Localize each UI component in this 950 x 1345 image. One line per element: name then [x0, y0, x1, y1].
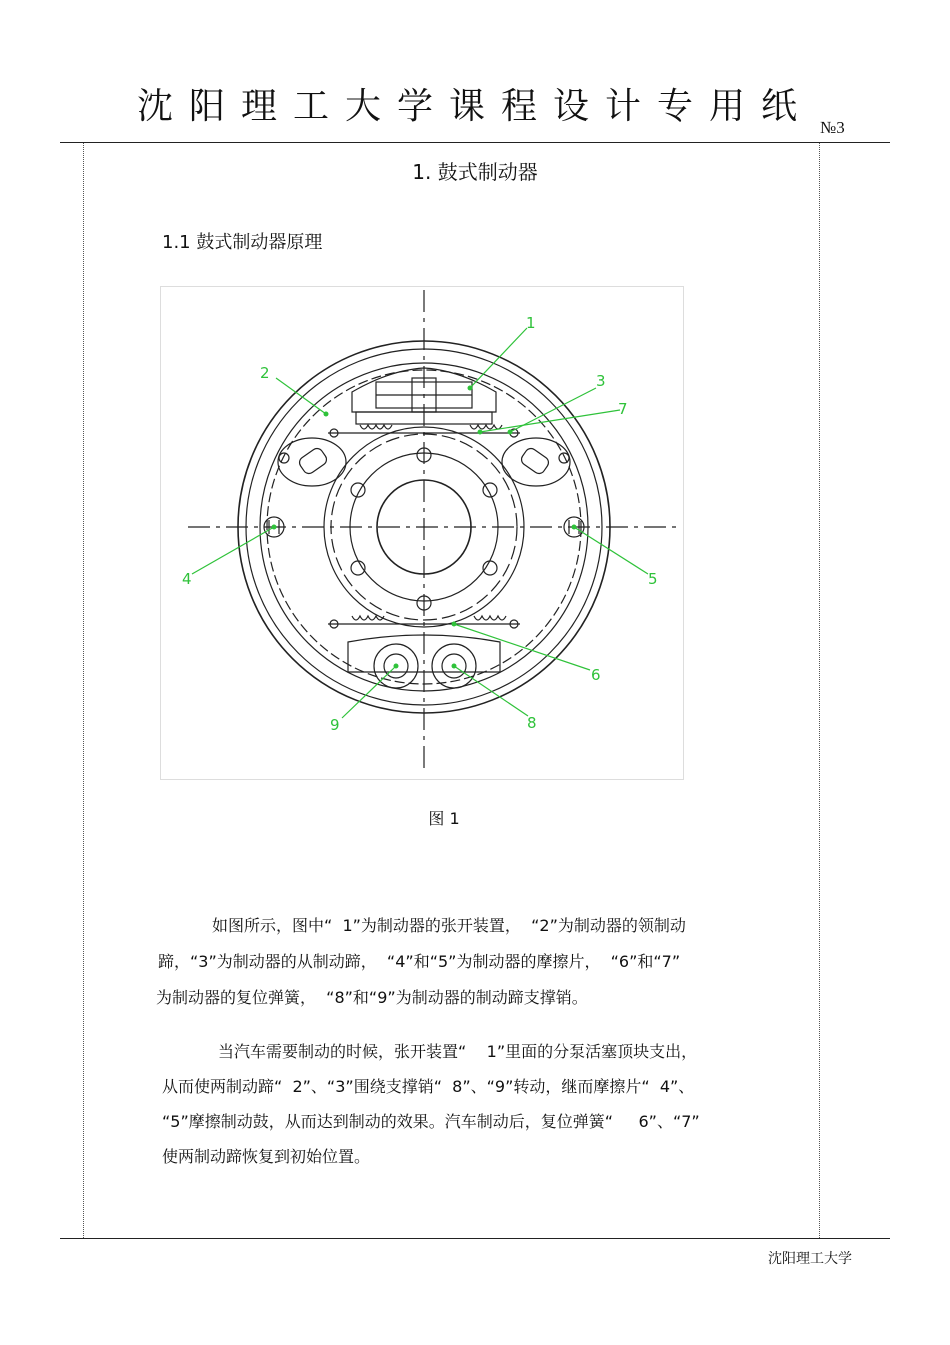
paragraph-2-line-2: 从而使两制动蹄“ 2”、“3”围绕支撑销“ 8”、“9”转动，继而摩擦片“ 4”、: [162, 1077, 695, 1096]
page-header-title: 沈阳理工大学课程设计专用纸: [136, 86, 813, 127]
paragraph-2-line-1: 当汽车需要制动的时候，张开装置“ 1”里面的分泵活塞顶块支出，: [218, 1042, 698, 1061]
footer-university: 沈阳理工大学: [768, 1251, 852, 1267]
callout-label-1: 1: [526, 314, 536, 332]
drum-brake-figure: [160, 286, 684, 780]
callout-label-6: 6: [591, 666, 601, 684]
figure-caption: 图 1: [428, 809, 460, 828]
paragraph-1-line-2: 蹄，“3”为制动器的从制动蹄， “4”和“5”为制动器的摩擦片， “6”和“7”: [158, 952, 681, 971]
callout-label-7: 7: [618, 400, 628, 418]
callout-label-2: 2: [260, 364, 270, 382]
paragraph-2-line-3: “5”摩擦制动鼓，从而达到制动的效果。汽车制动后，复位弹簧“ 6”、“7”: [162, 1112, 700, 1131]
callout-label-9: 9: [330, 716, 340, 734]
subsection-heading: 1.1 鼓式制动器原理: [162, 232, 323, 253]
section-heading: 1. 鼓式制动器: [412, 160, 538, 184]
paragraph-1-line-3: 为制动器的复位弹簧， “8”和“9”为制动器的制动蹄支撑销。: [156, 988, 588, 1007]
right-adjuster: [502, 438, 570, 486]
paragraph-2-line-4: 使两制动蹄恢复到初始位置。: [162, 1147, 371, 1166]
callout-label-3: 3: [596, 372, 606, 390]
left-margin-rule: [83, 143, 84, 1238]
callout-label-4: 4: [182, 570, 192, 588]
footer-rule: [60, 1238, 890, 1239]
left-adjuster: [278, 438, 346, 486]
page-number: №3: [820, 118, 845, 137]
callout-label-5: 5: [648, 570, 658, 588]
right-margin-rule: [819, 143, 820, 1238]
callout-label-8: 8: [527, 714, 537, 732]
paragraph-1-line-1: 如图所示，图中“ 1”为制动器的张开装置， “2”为制动器的领制动: [212, 916, 686, 935]
header-rule: [60, 142, 890, 143]
